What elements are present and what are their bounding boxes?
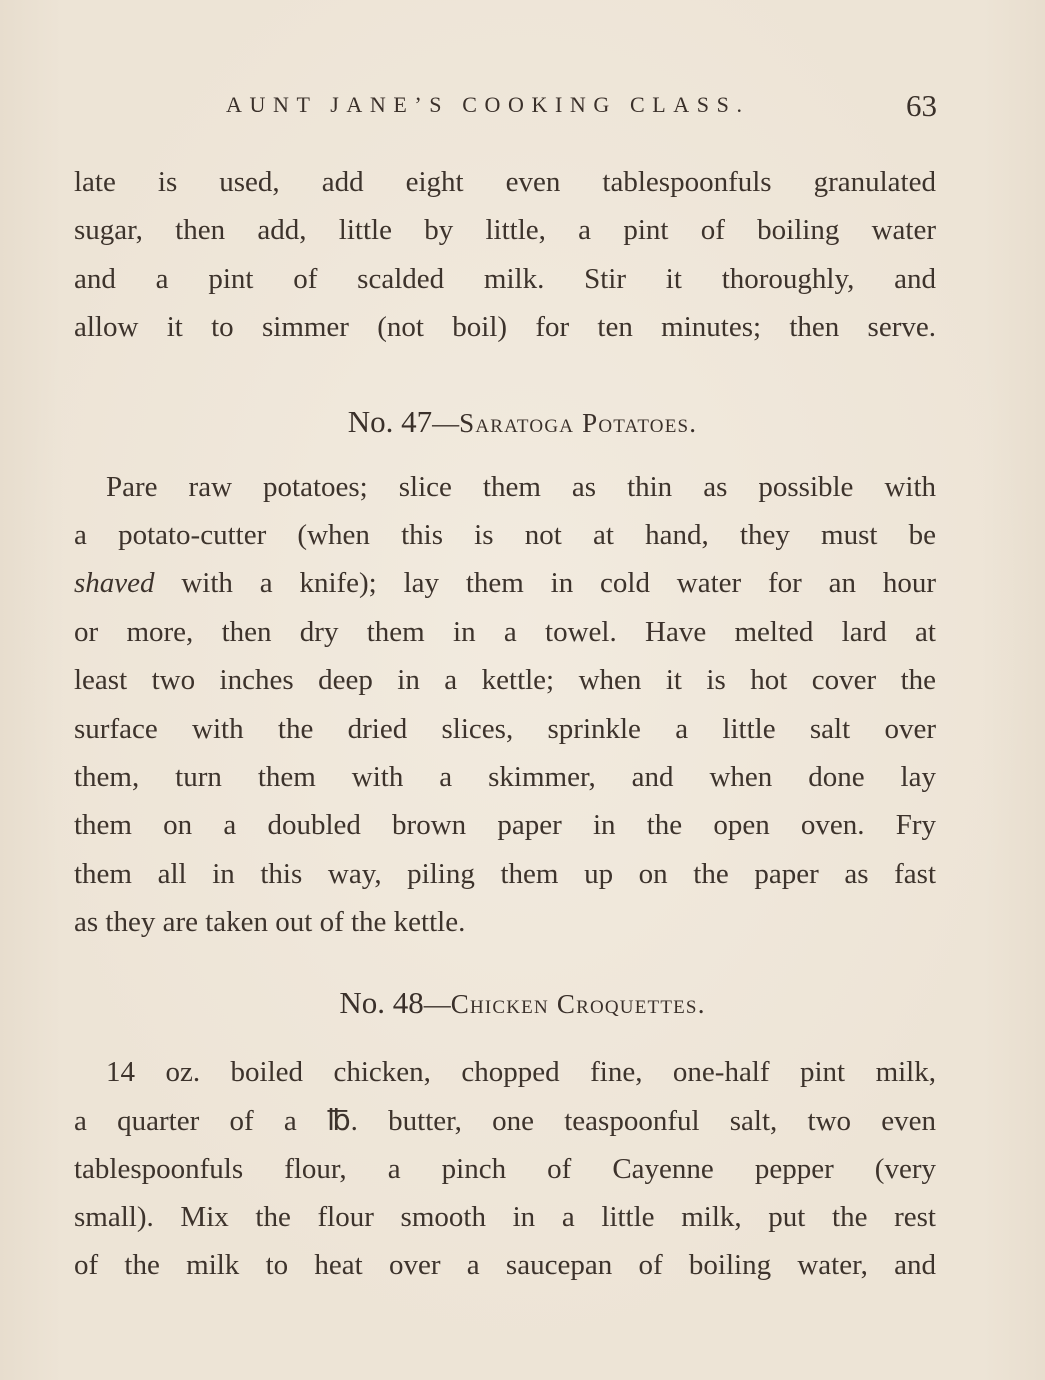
recipe-48-line-5: of the milk to heat over a saucepan of boiling water, and bbox=[74, 1249, 936, 1281]
recipe-47-line-3-rest: with a knife); lay them in cold water for an hour bbox=[154, 567, 936, 599]
recipe-47-italic-word: shaved bbox=[74, 567, 155, 599]
recipe-48-line-2: a quarter of a ℔. butter, one teaspoonful salt, two even bbox=[74, 1105, 936, 1137]
recipe-47-line-9: them all in this way, piling them up on the paper as fast bbox=[74, 858, 936, 890]
recipe-48-heading bbox=[0, 985, 1045, 1021]
running-header: AUNT JANE’S COOKING CLASS. bbox=[226, 92, 750, 117]
recipe-47-line-4: or more, then dry them in a towel. Have melted lard at bbox=[74, 616, 936, 648]
recipe-47-line-8: them on a doubled brown paper in the open oven. Fry bbox=[74, 809, 936, 841]
recipe-48-dash: — bbox=[423, 989, 451, 1019]
recipe-47-number: No. 47 bbox=[347, 404, 433, 439]
recipe-47-heading bbox=[0, 404, 1045, 440]
recipe-48-number: No. 48 bbox=[339, 985, 424, 1020]
intro-line-3: and a pint of scalded milk. Stir it thoroughly, and bbox=[74, 263, 936, 295]
recipe-47-line-6: surface with the dried slices, sprinkle a little salt over bbox=[74, 713, 936, 745]
recipe-48-line-4: small). Mix the flour smooth in a little milk, put the rest bbox=[74, 1201, 936, 1233]
intro-line-2: sugar, then add, little by little, a pint of boiling water bbox=[74, 214, 936, 246]
recipe-48-line-3: tablespoonfuls flour, a pinch of Cayenne pepper (very bbox=[74, 1153, 936, 1185]
recipe-47-line-5: least two inches deep in a kettle; when it is hot cover the bbox=[74, 664, 936, 696]
recipe-47-dash: — bbox=[432, 408, 460, 438]
recipe-47-title: Saratoga Potatoes. bbox=[459, 408, 698, 438]
recipe-47-line-10: as they are taken out of the kettle. bbox=[74, 906, 466, 938]
recipe-47-line-7: them, turn them with a skimmer, and when done lay bbox=[74, 761, 936, 793]
page-number: 63 bbox=[906, 88, 937, 123]
recipe-47-line-3 bbox=[74, 566, 936, 600]
intro-line-1: late is used, add eight even tablespoonfuls granulated bbox=[74, 166, 936, 198]
recipe-48-title: Chicken Croquettes. bbox=[450, 989, 706, 1019]
recipe-47-line-2: a potato-cutter (when this is not at hand, they must be bbox=[74, 519, 936, 551]
recipe-48-line-1: 14 oz. boiled chicken, chopped fine, one-half pint milk, bbox=[106, 1056, 936, 1088]
intro-line-4: allow it to simmer (not boil) for ten minutes; then serve. bbox=[74, 311, 936, 343]
recipe-47-line-1: Pare raw potatoes; slice them as thin as possible with bbox=[106, 471, 936, 503]
